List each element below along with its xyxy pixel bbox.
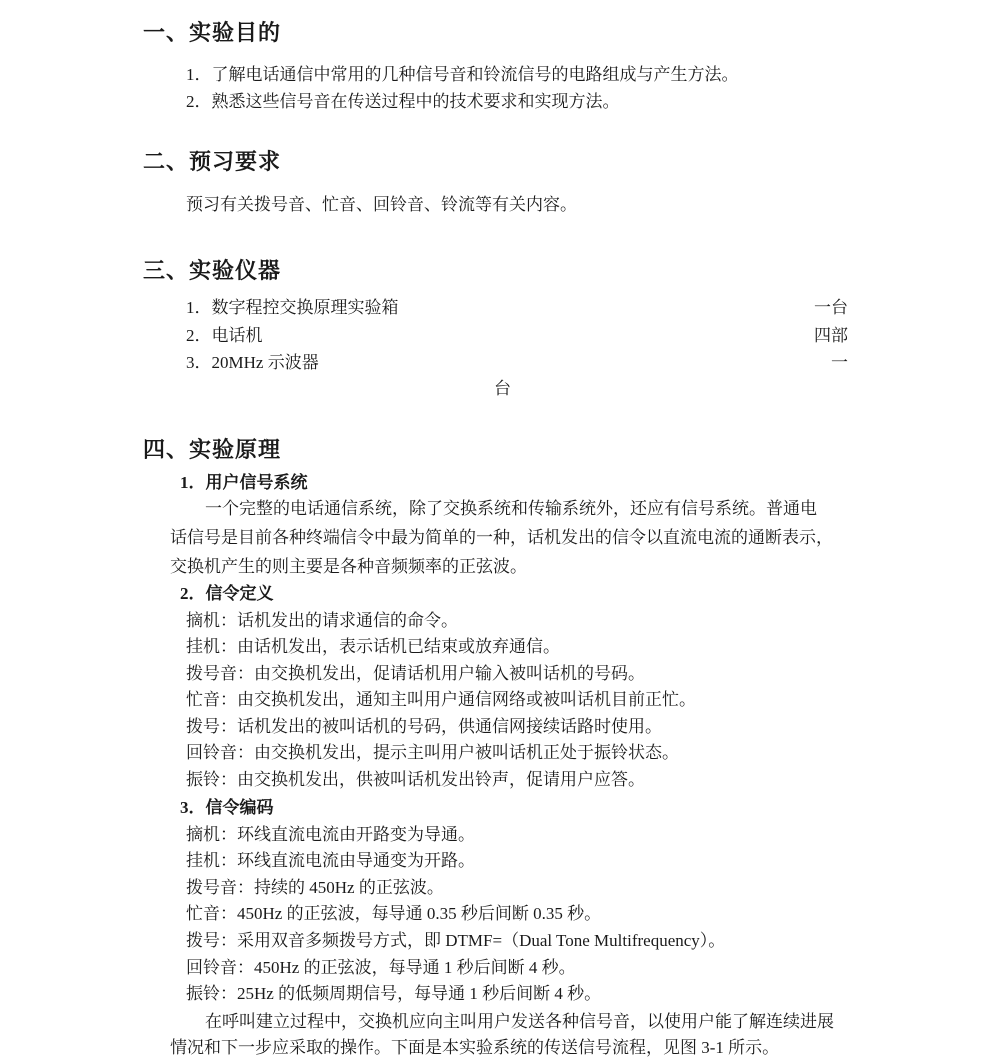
preview-requirements-body: 预习有关拨号音、忙音、回铃音、铃流等有关内容。 bbox=[186, 195, 577, 214]
user-signal-system-paragraph bbox=[170, 494, 862, 581]
paragraph-line: 话信号是目前各种终端信令中最为简单的一种，话机发出的信令以直流电流的通断表示， bbox=[170, 527, 833, 547]
subheading-signaling-definition: 2．信令定义 bbox=[180, 583, 274, 603]
definition-line: 忙音：由交换机发出，通知主叫用户通信网络或被叫话机目前正忙。 bbox=[186, 690, 696, 710]
definition-line: 振铃：由交换机发出，供被叫话机发出铃声，促请用户应答。 bbox=[186, 770, 645, 790]
definition-line: 摘机：话机发出的请求通信的命令。 bbox=[186, 610, 458, 630]
paragraph-line: 在呼叫建立过程中，交换机应向主叫用户发送各种信号音，以使用户能了解连续进展 bbox=[205, 1011, 834, 1031]
equipment-name: 2．电话机 bbox=[186, 325, 263, 345]
equipment-quantity-overflow: 台 bbox=[494, 378, 511, 398]
encoding-line: 忙音：450Hz 的正弦波，每导通 0.35 秒后间断 0.35 秒。 bbox=[186, 904, 602, 924]
equipment-name: 1．数字程控交换原理实验箱 bbox=[186, 298, 399, 317]
signaling-definition-list bbox=[186, 608, 862, 794]
definition-line: 挂机：由话机发出，表示话机已结束或放弃通信。 bbox=[186, 637, 560, 657]
closing-paragraph bbox=[170, 1009, 862, 1062]
purpose-item-1: 1．了解电话通信中常用的几种信号音和铃流信号的电路组成与产生方法。 bbox=[186, 65, 739, 84]
paragraph-line: 一个完整的电话通信系统，除了交换系统和传输系统外，还应有信号系统。普通电 bbox=[205, 498, 817, 518]
equipment-quantity: 一台 bbox=[814, 298, 848, 317]
section-heading-experiment-purpose: 一、实验目的 bbox=[143, 20, 282, 45]
equipment-row bbox=[186, 294, 848, 322]
paragraph-line: 情况和下一步应采取的操作。下面是本实验系统的传送信号流程，见图 3-1 所示。 bbox=[170, 1038, 780, 1058]
equipment-row bbox=[186, 349, 848, 377]
paragraph-line: 交换机产生的则主要是各种音频频率的正弦波。 bbox=[170, 556, 527, 576]
definition-line: 拨号音：由交换机发出，促请话机用户输入被叫话机的号码。 bbox=[186, 663, 645, 683]
equipment-name: 3．20MHz 示波器 bbox=[186, 353, 319, 372]
definition-line: 回铃音：由交换机发出，提示主叫用户被叫话机正处于振铃状态。 bbox=[186, 743, 679, 763]
equipment-quantity: 四部 bbox=[814, 325, 848, 345]
encoding-line: 拨号：采用双音多频拨号方式，即 DTMF=（Dual Tone Multifrequency）。 bbox=[186, 931, 726, 951]
section-heading-experiment-instruments: 三、实验仪器 bbox=[143, 258, 282, 283]
definition-line: 拨号：话机发出的被叫话机的号码，供通信网接续话路时使用。 bbox=[186, 716, 662, 736]
equipment-row bbox=[186, 322, 848, 350]
encoding-line: 拨号音：持续的 450Hz 的正弦波。 bbox=[186, 877, 444, 897]
purpose-item-list bbox=[186, 61, 862, 115]
subheading-user-signal-system: 1．用户信号系统 bbox=[180, 472, 308, 492]
signaling-encoding-list bbox=[186, 822, 862, 1008]
equipment-list bbox=[186, 294, 848, 401]
equipment-quantity: 一 bbox=[831, 353, 848, 372]
encoding-line: 挂机：环线直流电流由导通变为开路。 bbox=[186, 851, 475, 871]
encoding-line: 摘机：环线直流电流由开路变为导通。 bbox=[186, 824, 475, 844]
encoding-line: 回铃音：450Hz 的正弦波，每导通 1 秒后间断 4 秒。 bbox=[186, 957, 576, 977]
encoding-line: 振铃：25Hz 的低频周期信号，每导通 1 秒后间断 4 秒。 bbox=[186, 984, 602, 1004]
purpose-item-2: 2．熟悉这些信号音在传送过程中的技术要求和实现方法。 bbox=[186, 92, 620, 111]
subheading-signaling-encoding: 3．信令编码 bbox=[180, 797, 274, 817]
section-heading-experiment-principle: 四、实验原理 bbox=[143, 436, 282, 462]
section-heading-preview-requirements: 二、预习要求 bbox=[143, 149, 282, 174]
